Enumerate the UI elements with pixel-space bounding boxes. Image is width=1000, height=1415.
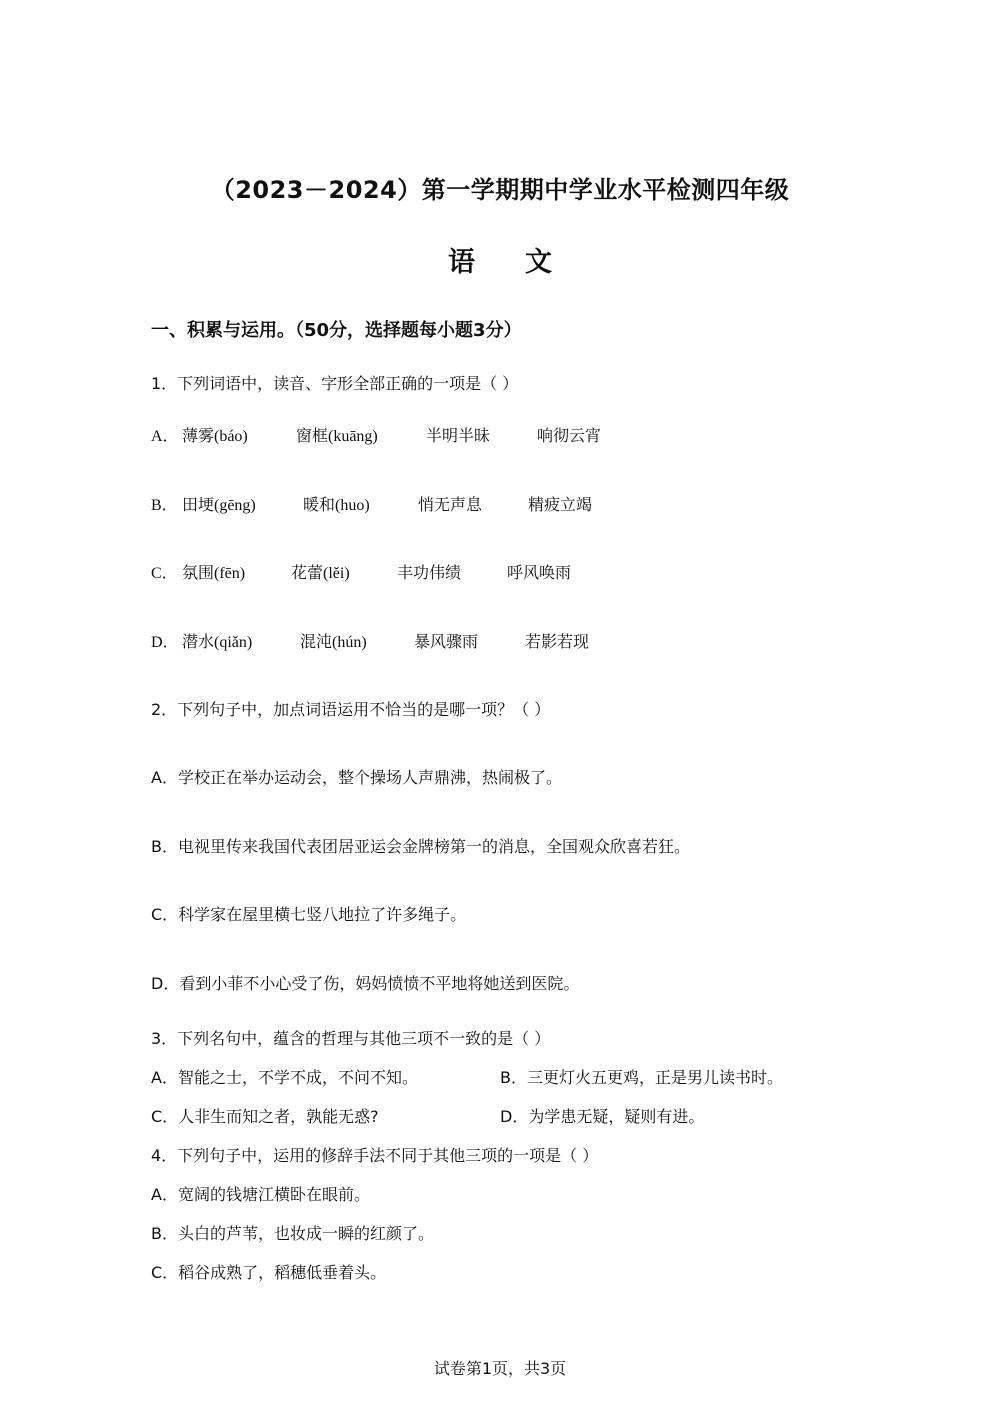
page-footer: 试卷第1页，共3页 (433, 1359, 567, 1378)
q3-option-b: B．三更灯火五更鸡，正是男儿读书时。 (500, 1068, 783, 1087)
q1-b-item-2: 暖和(huo) (303, 497, 370, 514)
q1-c-item-1: 氛围(fēn) (182, 565, 246, 582)
question-4-stem: 4．下列句子中，运用的修辞手法不同于其他三项的一项是（ ） (151, 1146, 599, 1165)
q1-option-b (151, 492, 178, 515)
q1-c-item-2: 花蕾(lěi) (291, 565, 350, 582)
q1-b-item-4: 精疲立竭 (528, 495, 593, 514)
q3-option-a: A．智能之士，不学不成，不问不知。 (151, 1068, 418, 1087)
q1-d-item-3: 暴风骤雨 (414, 632, 479, 651)
q4-option-c: C．稻谷成熟了，稻穗低垂着头。 (151, 1263, 387, 1282)
q2-option-b: B．电视里传来我国代表团居亚运会金牌榜第一的消息，全国观众欣喜若狂。 (151, 837, 690, 856)
q2-option-d: D．看到小菲不小心受了伤，妈妈愤愤不平地将她送到医院。 (151, 974, 580, 993)
q1-c-item-4: 呼风唤雨 (507, 563, 572, 582)
q3-option-c: C．人非生而知之者，孰能无惑? (151, 1107, 379, 1126)
q1-option-d (151, 629, 179, 652)
option-mark: D． (151, 634, 179, 651)
subject-title: 语文 (448, 247, 602, 278)
q1-option-c (151, 560, 178, 583)
q2-option-c: C．科学家在屋里横七竖八地拉了许多绳子。 (151, 905, 467, 924)
q3-option-d: D．为学患无疑，疑则有进。 (500, 1107, 705, 1126)
q1-a-item-1: 薄雾(báo) (182, 428, 248, 445)
question-3-stem: 3．下列名句中，蕴含的哲理与其他三项不一致的是（ ） (151, 1029, 551, 1048)
option-mark: B． (151, 497, 178, 514)
q1-b-item-3: 悄无声息 (418, 495, 483, 514)
option-mark: A． (151, 428, 179, 445)
q2-option-a: A．学校正在举办运动会，整个操场人声鼎沸，热闹极了。 (151, 768, 562, 787)
question-1-stem: 1．下列词语中，读音、字形全部正确的一项是（ ） (151, 374, 519, 393)
option-mark: C． (151, 565, 178, 582)
q4-option-b: B．头白的芦苇，也妆成一瞬的红颜了。 (151, 1224, 434, 1243)
question-2-stem: 2．下列句子中，加点词语运用不恰当的是哪一项？（ ） (151, 700, 551, 719)
q4-option-a: A．宽阔的钱塘江横卧在眼前。 (151, 1185, 370, 1204)
q1-d-item-1: 潜水(qiǎn) (182, 634, 253, 651)
q1-d-item-2: 混沌(hún) (300, 634, 367, 651)
q1-a-item-2: 窗框(kuāng) (296, 428, 378, 445)
q1-a-item-4: 响彻云宵 (537, 426, 602, 445)
q1-c-item-3: 丰功伟绩 (397, 563, 462, 582)
exam-title: （2023－2024）第一学期期中学业水平检测四年级 (210, 176, 790, 204)
q1-a-item-3: 半明半昧 (426, 426, 491, 445)
q1-option-a (151, 423, 179, 446)
q1-d-item-4: 若影若现 (525, 632, 590, 651)
q1-b-item-1: 田埂(gēng) (182, 497, 256, 514)
section-heading: 一、积累与运用。（50分，选择题每小题3分） (151, 320, 522, 341)
